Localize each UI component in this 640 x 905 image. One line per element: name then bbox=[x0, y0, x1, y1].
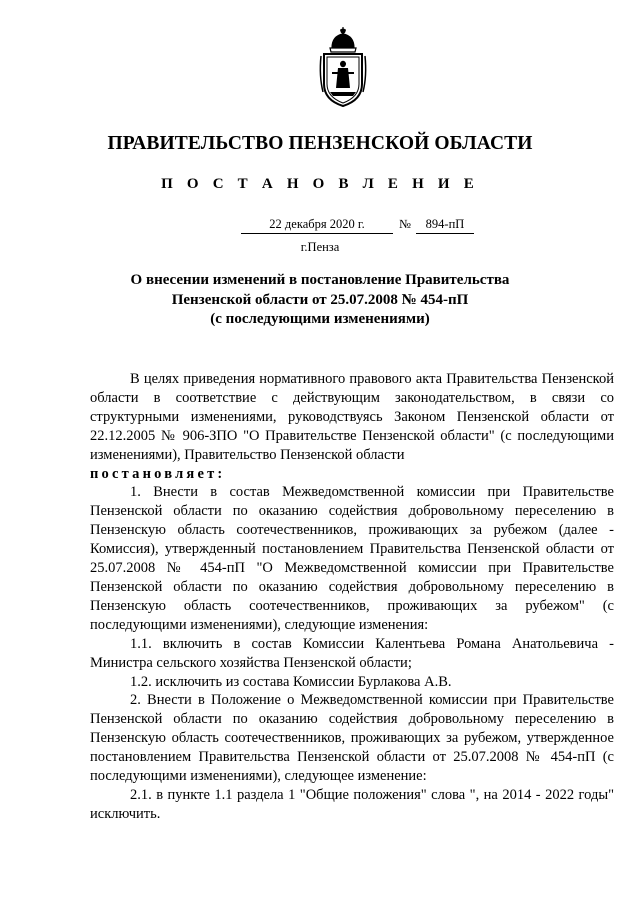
paragraph-1-1: 1.1. включить в состав Комиссии Калентьева Романа Анатольевича - Министра сельского хозяйства Пензенской области; bbox=[90, 635, 614, 671]
subject-line: (с последующими изменениями) bbox=[210, 311, 430, 327]
organization-name: ПРАВИТЕЛЬСТВО ПЕНЗЕНСКОЙ ОБЛАСТИ bbox=[107, 133, 533, 154]
coat-of-arms-icon bbox=[318, 26, 368, 108]
subject-line: Пензенской области от 25.07.2008 № 454-пП bbox=[171, 291, 469, 308]
subject-line: О внесении изменений в постановление Правительства bbox=[130, 272, 510, 288]
date-number-line bbox=[0, 215, 640, 237]
resolves-line bbox=[90, 465, 614, 484]
paragraph-2-1: 2.1. в пункте 1.1 раздела 1 "Общие положения" слова ", на 2014 - 2022 годы" исключить. bbox=[90, 786, 614, 822]
document-number: 894-пП bbox=[416, 217, 474, 234]
document-type: П О С Т А Н О В Л Е Н И Е bbox=[161, 176, 479, 192]
intro-paragraph: В целях приведения нормативного правового акта Правительства Пензенской области в соответствие с действующим законодательством, в связи со структурными изменениями, руководствуясь Законом Пензенской области от 22.12.2005 № 906-ЗПО "О Правительстве Пензенской области" (с последующими изменениями), Правительство Пензенской области bbox=[90, 371, 614, 463]
document-subject bbox=[100, 271, 540, 330]
paragraph-1-2: 1.2. исключить из состава Комиссии Бурлакова А.В. bbox=[130, 673, 452, 690]
document-date: 22 декабря 2020 г. bbox=[241, 217, 393, 234]
paragraph-2: 2. Внести в Положение о Межведомственной комиссии при Правительстве Пензенской области по оказанию содействия добровольному переселению в Пензенскую область соотечественников, проживающих за рубежом, утвержденное постановлением Правительства Пензенской области от 25.07.2008 № 454-пП (с последующими изменениями), следующее изменение: bbox=[90, 692, 614, 785]
number-sign: № bbox=[399, 217, 411, 231]
paragraph-1: 1. Внести в состав Межведомственной комиссии при Правительстве Пензенской области по оказанию содействия добровольному переселению в Пензенскую область соотечественников, проживающих за рубежом (далее - Комиссия), утвержденный постановлением Правительства Пензенской области от 25.07.2008 № 454-пП "О Межведомственной комиссии при Правительстве Пензенской области по оказанию содействия добровольному переселению в Пензенскую область соотечественников, проживающих за рубежом" (с последующими изменениями), следующие изменения: bbox=[90, 484, 614, 633]
document-body bbox=[90, 370, 614, 824]
city: г.Пенза bbox=[300, 240, 340, 254]
resolves-word: постановляет: bbox=[90, 465, 226, 482]
